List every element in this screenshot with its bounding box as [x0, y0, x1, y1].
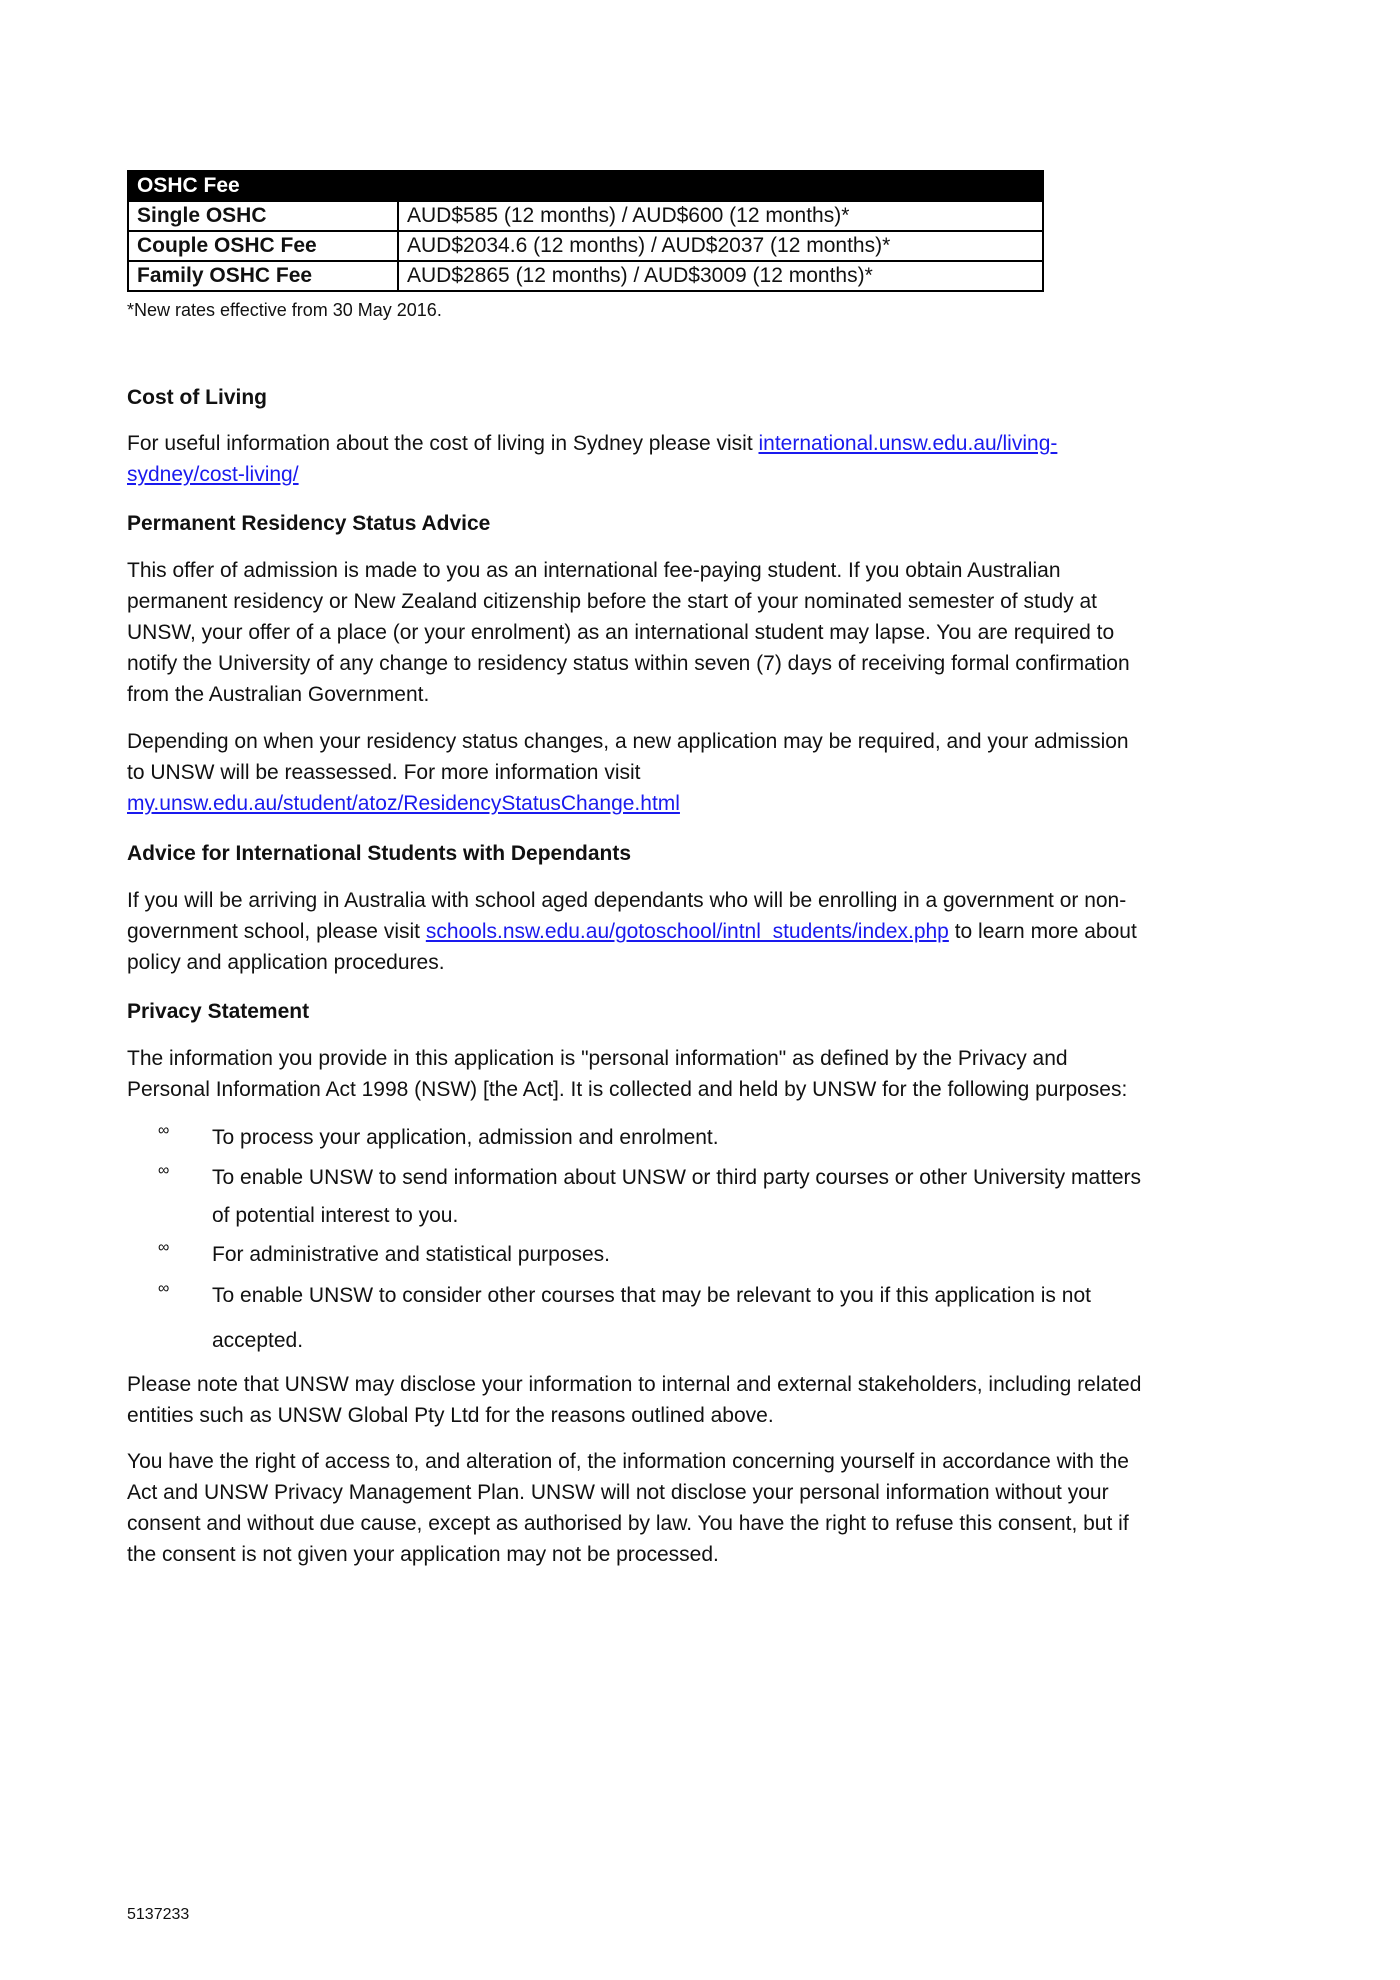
table-row — [128, 201, 1043, 231]
text-line: If you will be arriving in Australia with school aged dependants who will be enrolling in a government or non- — [127, 889, 1127, 912]
text-line: the consent is not given your application may not be processed. — [127, 1543, 719, 1566]
text-line: permanent residency or New Zealand citizenship before the start of your nominated semester of study at — [127, 590, 1097, 613]
text-line: You have the right of access to, and alteration of, the information concerning yourself in accordance with the — [127, 1450, 1129, 1473]
table-row — [128, 231, 1043, 261]
row-label: Single OSHC — [128, 201, 398, 231]
privacy-disclose-paragraph — [127, 1369, 1287, 1431]
dependants-paragraph — [127, 885, 1287, 978]
privacy-rights-paragraph — [127, 1446, 1287, 1570]
text-line: To process your application, admission and enrolment. — [212, 1126, 719, 1149]
residency-paragraph-2 — [127, 726, 1287, 819]
text-line: consent and without due cause, except as authorised by law. You have the right to refuse this consent, but if — [127, 1512, 1129, 1535]
text: to learn more about — [948, 920, 1137, 943]
bullet-icon: ∞ — [158, 1122, 170, 1139]
row-value: AUD$2865 (12 months) / AUD$3009 (12 months)* — [398, 261, 1043, 291]
dependants-heading: Advice for International Students with Dependants — [127, 842, 632, 865]
privacy-intro — [127, 1043, 1287, 1105]
residency-heading: Permanent Residency Status Advice — [127, 512, 491, 535]
text-line: from the Australian Government. — [127, 683, 430, 706]
oshc-fee-table — [127, 170, 1044, 292]
text-line: To enable UNSW to send information about UNSW or third party courses or other University matters — [212, 1166, 1142, 1189]
text: government school, please visit — [127, 920, 426, 943]
residency-status-link[interactable]: my.unsw.edu.au/student/atoz/ResidencyStatusChange.html — [127, 792, 680, 815]
cost-living-link[interactable]: international.unsw.edu.au/living- — [758, 432, 1058, 455]
row-value: AUD$2034.6 (12 months) / AUD$2037 (12 months)* — [398, 231, 1043, 261]
text-line: Depending on when your residency status changes, a new application may be required, and your admission — [127, 730, 1129, 753]
text-line: The information you provide in this application is "personal information" as defined by the Privacy and — [127, 1047, 1068, 1070]
oshc-footnote: *New rates effective from 30 May 2016. — [127, 300, 442, 320]
table-row — [128, 261, 1043, 291]
text-line: of potential interest to you. — [212, 1204, 459, 1227]
schools-link[interactable]: schools.nsw.edu.au/gotoschool/intnl_students/index.php — [425, 920, 949, 943]
privacy-heading: Privacy Statement — [127, 1000, 310, 1023]
text-line: Please note that UNSW may disclose your information to internal and external stakeholders, including related — [127, 1373, 1142, 1396]
text-line: policy and application procedures. — [127, 951, 445, 974]
page-footer-id: 5137233 — [127, 1906, 190, 1923]
cost-of-living-paragraph — [127, 428, 1287, 490]
text-line: This offer of admission is made to you as an international fee-paying student. If you obtain Australian — [127, 559, 1061, 582]
cost-of-living-heading: Cost of Living — [127, 386, 267, 409]
text-line: Personal Information Act 1998 (NSW) [the Act]. It is collected and held by UNSW for the following purposes: — [127, 1078, 1128, 1101]
oshc-table-header: OSHC Fee — [128, 171, 1043, 201]
residency-paragraph-1 — [127, 555, 1287, 710]
bullet-icon: ∞ — [158, 1239, 170, 1256]
text-line: UNSW, your offer of a place (or your enrolment) as an international student may lapse. You are required to — [127, 621, 1115, 644]
text-line: accepted. — [212, 1329, 304, 1352]
bullet-icon: ∞ — [158, 1280, 170, 1297]
cost-living-link-cont[interactable]: sydney/cost-living/ — [127, 463, 299, 486]
text-line: To enable UNSW to consider other courses that may be relevant to you if this application is not — [212, 1284, 1091, 1307]
text-line: For administrative and statistical purposes. — [212, 1243, 611, 1266]
text-line: to UNSW will be reassessed. For more information visit — [127, 761, 641, 784]
row-label: Couple OSHC Fee — [128, 231, 398, 261]
text-line: entities such as UNSW Global Pty Ltd for the reasons outlined above. — [127, 1404, 774, 1427]
text: For useful information about the cost of living in Sydney please visit — [127, 432, 759, 455]
row-value: AUD$585 (12 months) / AUD$600 (12 months)* — [398, 201, 1043, 231]
row-label: Family OSHC Fee — [128, 261, 398, 291]
text-line: notify the University of any change to residency status within seven (7) days of receiving formal confirmation — [127, 652, 1130, 675]
text-line: Act and UNSW Privacy Management Plan. UNSW will not disclose your personal information without your — [127, 1481, 1109, 1504]
bullet-icon: ∞ — [158, 1162, 170, 1179]
